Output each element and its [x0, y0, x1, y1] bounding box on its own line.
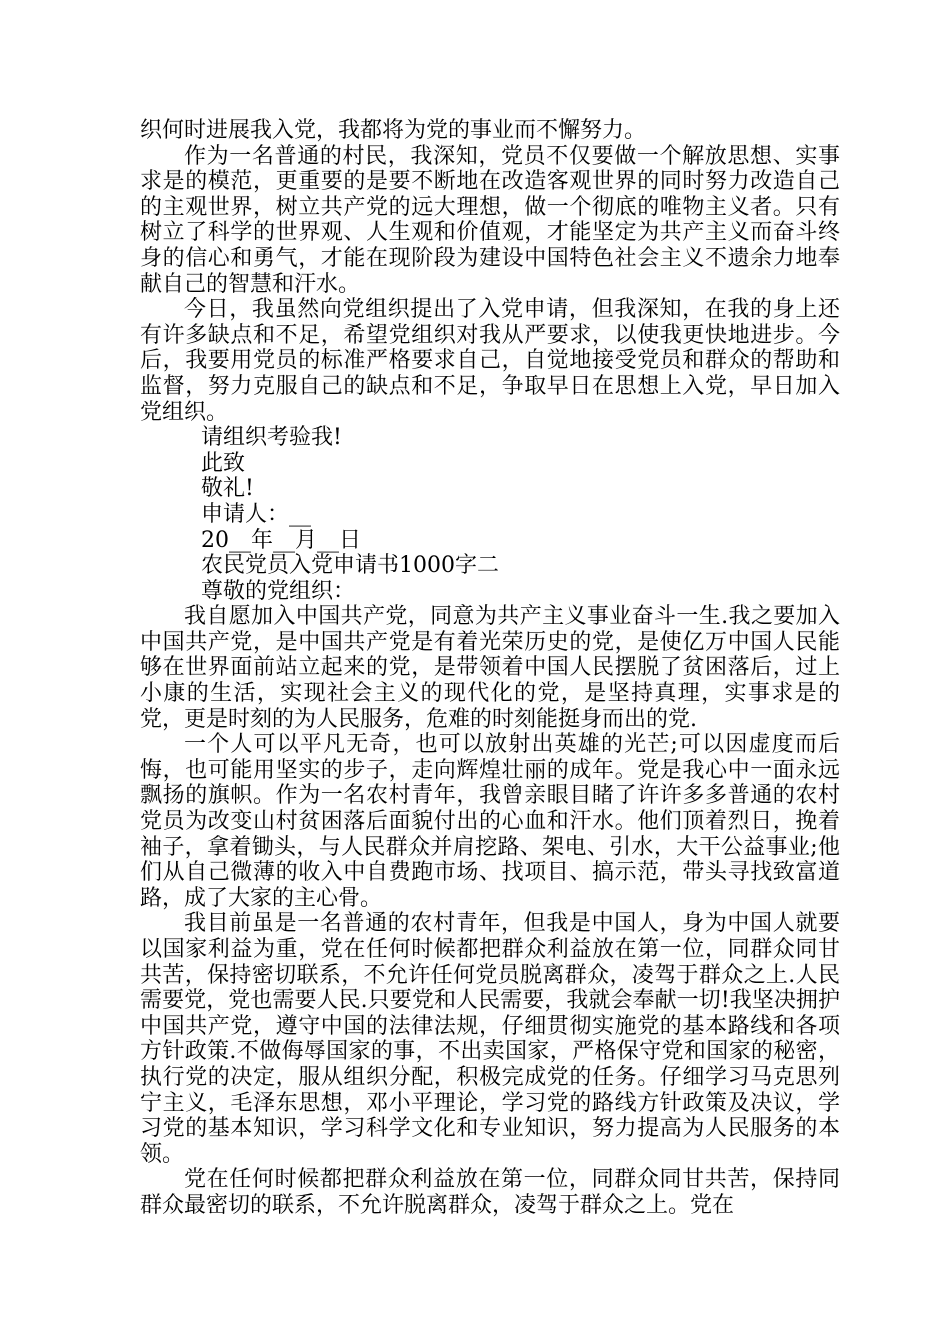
paragraph-volunteer: 我自愿加入中国共产党，同意为共产主义事业奋斗一生.我之要加入中国共产党，是中国共产党是有着光荣历史的党，是使亿万中国人民能够在世界面前站立起来的党，是带领着中国人民摆脱了贫困落后，过上小康的生活，实现社会主义的现代化的党，是坚持真理，实事求是的党，更是时刻的为人民服务，危难的时刻能挺身而出的党.: [140, 604, 840, 732]
date-line: 20__年__月__日: [201, 527, 361, 553]
document-body: [140, 118, 840, 1219]
paragraph-national-interest: 我目前虽是一名普通的农村青年，但我是中国人，身为中国人就要以国家利益为重，党在任何时候都把群众利益放在第一位，同群众同甘共苦，保持密切联系，不允许任何党员脱离群众，凌驾于群众之上.人民需要党，党也需要人民.只要党和人民需要，我就会奉献一切!我坚决拥护中国共产党，遵守中国的法律法规，仔细贯彻实施党的基本路线和各项方针政策.不做侮辱国家的事，不出卖国家，严格保守党和国家的秘密，执行党的决定，服从组织分配，积极完成党的任务。仔细学习马克思列宁主义，毛泽东思想，邓小平理论，学习党的路线方针政策及决议，学习党的基本知识，学习科学文化和专业知识，努力提高为人民服务的本领。: [140, 911, 840, 1167]
closing-request: 请组织考验我!: [201, 425, 342, 451]
paragraph-banner: 一个人可以平凡无奇，也可以放射出英雄的光芒;可以因虚度而后悔，也可能用坚实的步子，走向辉煌壮丽的成年。党是我心中一面永远飘扬的旗帜。作为一名农村青年，我曾亲眼目睹了许许多多普通的农村党员为改变山村贫困落后面貌付出的心血和汗水。他们顶着烈日，挽着袖子，拿着锄头，与人民群众并肩挖路、架电、引水，大干公益事业;他们从自己微薄的收入中自费跑市场、找项目、搞示范，带头寻找致富道路，成了大家的主心骨。: [140, 732, 840, 911]
closing-respect: 敬礼!: [201, 476, 254, 502]
applicant-line: 申请人：__: [201, 501, 312, 527]
letter-greeting: 尊敬的党组织：: [201, 578, 356, 604]
closing-salutation: 此致: [201, 450, 246, 476]
paragraph-materialism: 作为一名普通的村民，我深知，党员不仅要做一个解放思想、实事求是的模范，更重要的是要不断地在改造客观世界的同时努力改造自己的主观世界，树立共产党的远大理想，做一个彻底的唯物主义者。只有树立了科学的世界观、人生观和价值观，才能坚定为共产主义而奋斗终身的信心和勇气，才能在现阶段为建设中国特色社会主义不遗余力地奉献自己的智慧和汗水。: [140, 143, 840, 297]
paragraph-self-improvement: 今日，我虽然向党组织提出了入党申请，但我深知，在我的身上还有许多缺点和不足，希望党组织对我从严要求，以使我更快地进步。今后，我要用党员的标准严格要求自己，自觉地接受党员和群众的帮助和监督，努力克服自己的缺点和不足，争取早日在思想上入党，早日加入党组织。: [140, 297, 840, 425]
paragraph-continuation: 织何时进展我入党，我都将为党的事业而不懈努力。: [140, 118, 647, 143]
paragraph-mass-line: 党在任何时候都把群众利益放在第一位，同群众同甘共苦，保持同群众最密切的联系，不允许脱离群众，凌驾于群众之上。党在: [140, 1167, 840, 1218]
section-heading: 农民党员入党申请书1000字二: [201, 553, 499, 579]
